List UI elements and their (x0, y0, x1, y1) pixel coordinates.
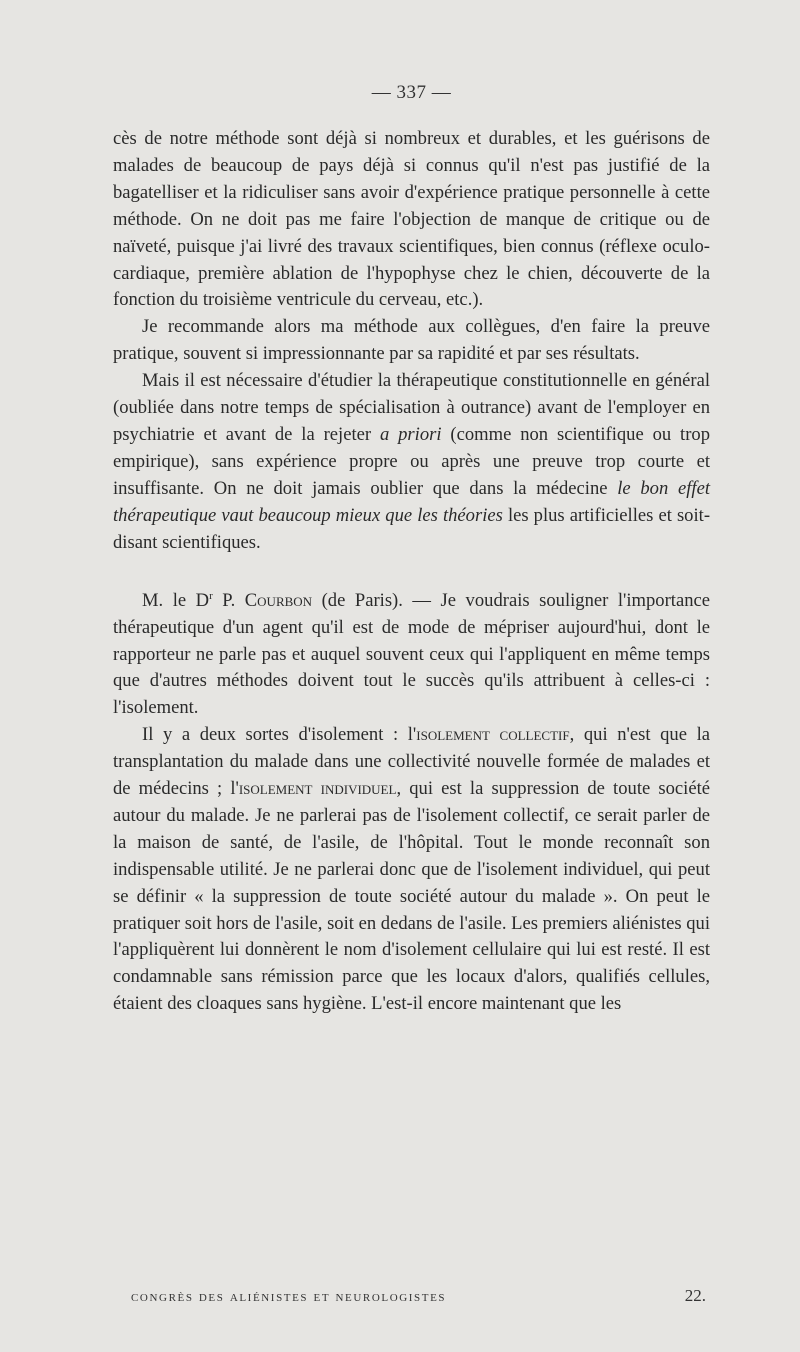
page-number: — 337 — (371, 82, 452, 103)
speaker-name: Courbon (244, 589, 313, 611)
page-footer (113, 1286, 710, 1306)
paragraph-5-text-c: , qui est la suppression de toute société autour du malade. Je ne parlerai pas de l'isolement collectif, ce serait parler de la maison de santé, de l'asile, de l'hôpital. Tout le monde reconnaît son indispensable utilité. Je ne parlerai donc que de l'isolement individuel, qui peut se définir « la suppression de toute société autour du malade ». On peut le pratiquer soit hors de l'asile, soit en dedans de l'asile. Les premiers aliénistes qui l'appliquèrent lui donnèrent le nom d'isolement cellulaire qui lui est resté. Il est condamnable sans rémission parce que les locaux d'alors, qualifiés cellules, étaient des cloaques sans hygiène. L'est-il encore maintenant que les (113, 778, 710, 1015)
page-body (113, 82, 710, 1018)
paragraph-2: Je recommande alors ma méthode aux collègues, d'en faire la preuve pratique, souvent si impressionnante par sa rapidité et par ses résultats. (113, 316, 710, 365)
paragraph-3 (113, 368, 710, 556)
paragraph-4 (113, 583, 710, 723)
paragraph-5-text-a: Il y a deux sortes d'isolement : l' (142, 724, 417, 746)
paragraph-1: cès de notre méthode sont déjà si nombreux et durables, et les guérisons de malades de beaucoup de pays déjà si connus qu'il n'est pas justifié de la bagatelliser et la ridiculiser sans avoir d'expérience pratique personnelle à cette méthode. On ne doit pas me faire l'objection de manque de critique ou de naïveté, puisque j'ai livré des travaux scientifiques, bien connus (réflexe oculo-cardiaque, première ablation de l'hypophyse chez le chien, découverte de la fonction du troisième ventricule du cerveau, etc.). (113, 128, 710, 311)
paragraph-3-italic-maxim: le bon effet thérapeutique vaut beaucoup mieux que les théories (113, 477, 710, 526)
paragraph-3-text-a: Mais il est nécessaire d'étudier la thérapeutique constitutionnelle en général (oubliée dans notre temps de spécialisation à outrance) avant de l'employer en psychiatrie et avant de la rejeter (113, 370, 710, 445)
paragraph-5 (113, 722, 710, 1018)
paragraph-4-text-c: (de Paris). — Je voudrais souligner l'importance thérapeutique d'un agent qu'il est de mode de mépriser aujourd'hui, dont le rapporteur ne parle pas et auquel souvent ceux qui l'appliquent en même temps que d'autres méthodes doivent tout le succès qu'ils attribuent à celles-ci : l'isolement. (113, 589, 711, 719)
footer-sheet-number: 22. (684, 1286, 706, 1305)
paragraph-4-superscript: r (209, 589, 213, 602)
paragraph-4-text-a: M. le D (142, 589, 210, 611)
paragraph-5-text-b: , qui n'est que la transplantation du malade dans une collectivité nouvelle formée de malades et de médecins ; l' (113, 724, 710, 800)
paragraph-3-italic-a-priori: a priori (379, 423, 442, 445)
section-gap (113, 557, 710, 583)
term-isolement-individuel: isolement individuel (238, 778, 397, 800)
paragraph-3-text-b: (comme non scientifique ou trop empirique), sans expérience propre ou après une preuve trop courte et insuffisante. On ne doit jamais oublier que dans la médecine (113, 423, 711, 499)
paragraph-3-text-c: les plus artificielles et soit-disant scientifiques. (113, 504, 711, 553)
term-isolement-collectif: isolement collectif (416, 724, 570, 746)
paragraph-4-text-b: P. (212, 589, 245, 611)
footer-signature: congrès des aliénistes et neurologistes (131, 1289, 447, 1305)
